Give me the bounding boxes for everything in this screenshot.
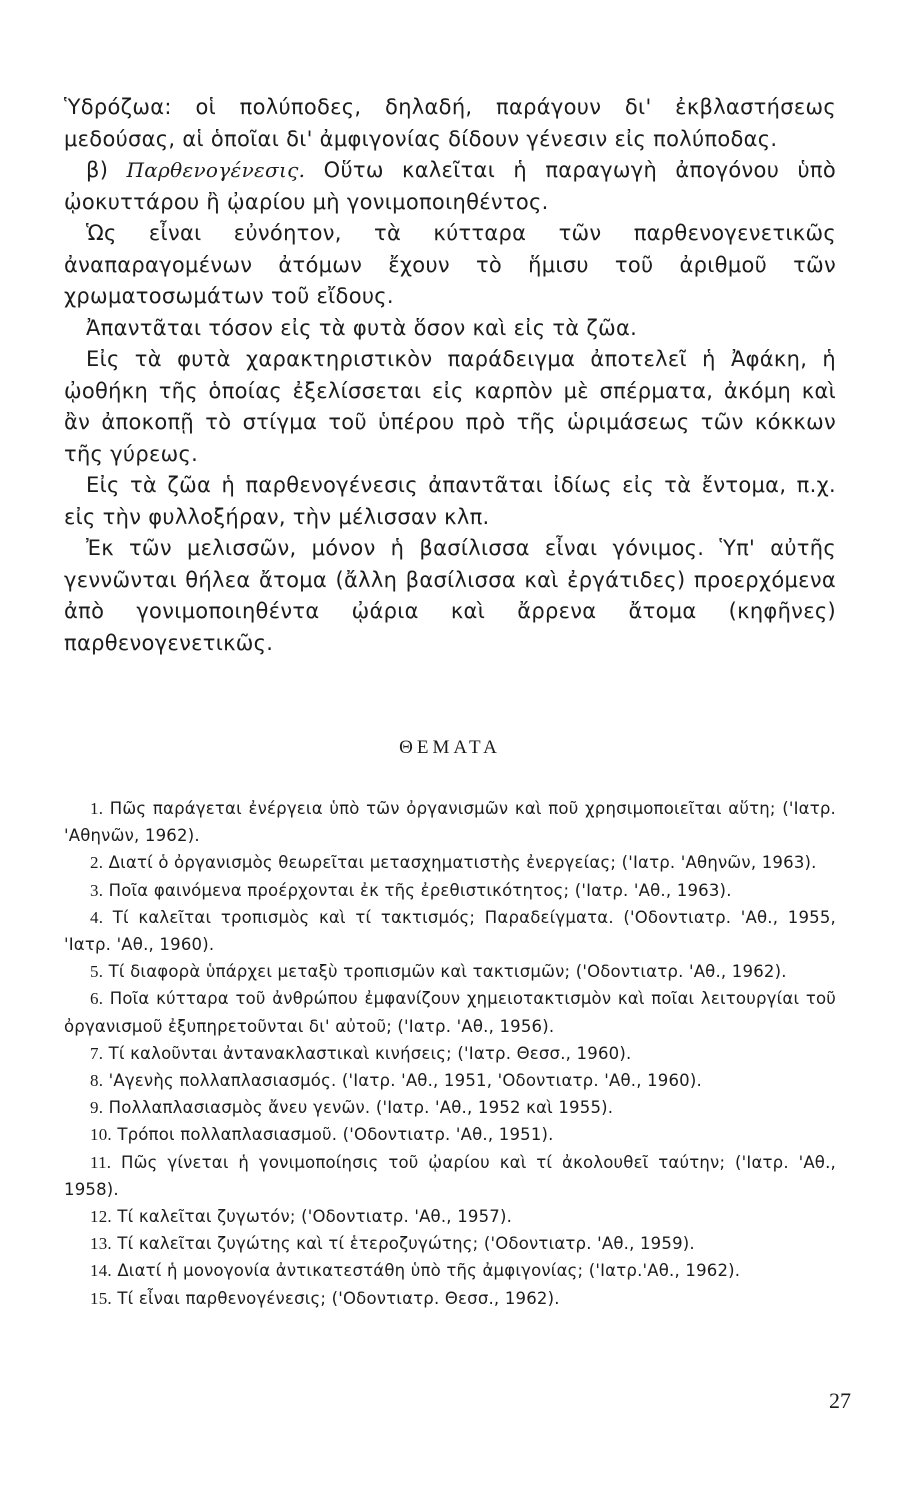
question-number: 4. — [90, 907, 104, 927]
question-number: 13. — [90, 1234, 112, 1254]
question-number: 2. — [90, 853, 104, 873]
page-number: 27 — [829, 1388, 851, 1413]
question-number: 1. — [90, 799, 104, 818]
body-text — [64, 92, 836, 659]
question-number: 10. — [90, 1125, 112, 1145]
paragraph-plants: Εἰς τὰ φυτὰ χαρακτηριστικὸν παράδειγμα ἀποτελεῖ ἡ Ἀφάκη, ἡ ᾠοθήκη τῆς ὁποίας ἐξελίσσεται εἰς καρπὸν μὲ σπέρματα, ἀκόμη καὶ ἂν ἀποκοπῇ τὸ στίγμα τοῦ ὑπέρου πρὸ τῆς ὡριμάσεως τῶν κόκκων τῆς γύρεως. — [64, 347, 836, 466]
section-heading: ΘΕΜΑΤΑ — [399, 737, 501, 758]
question-item — [64, 985, 836, 1039]
question-text: Πῶς παράγεται ἐνέργεια ὑπὸ τῶν ὀργανισμῶν καὶ ποῦ χρησιμοποιεῖται αὕτη; ('Ιατρ. 'Αθηνῶν, 1962). — [64, 799, 836, 846]
term-parthenogenesis: Παρθενογένεσις. — [126, 158, 306, 182]
question-text: Ποῖα φαινόμενα προέρχονται ἐκ τῆς ἐρεθιστικότητος; ('Ιατρ. 'Αθ., 1963). — [108, 880, 732, 900]
question-item — [64, 795, 836, 849]
question-text: Τί διαφορὰ ὑπάρχει μεταξὺ τροπισμῶν καὶ τακτισμῶν; ('Οδοντιατρ. 'Αθ., 1962). — [108, 962, 787, 982]
definition-text: Οὕτω καλεῖται ἡ παραγωγὴ ἀπογόνου ὑπὸ ᾠοκυττάρου ἢ ᾠαρίου μὴ γονιμοποιηθέντος. — [64, 158, 836, 214]
paragraph-hydrozoa: Ὑδρόζωα: οἱ πολύποδες, δηλαδή, παράγουν δι' ἐκβλαστήσεως μεδούσας, αἱ ὁποῖαι δι' ἀμφιγονίας δίδουν γένεσιν εἰς πολύποδας. — [64, 95, 836, 151]
paragraph-bees: Ἐκ τῶν μελισσῶν, μόνον ἡ βασίλισσα εἶναι γόνιμος. Ὑπ' αὐτῆς γεννῶνται θήλεα ἄτομα (ἄλλη βασίλισσα καὶ ἐργάτιδες) προερχόμενα ἀπὸ γονιμοποιηθέντα ᾠάρια καὶ ἄρρενα ἄτομα (κηφῆνες) παρθενογενετικῶς. — [64, 536, 836, 655]
question-number: 7. — [90, 1043, 104, 1063]
question-item — [64, 1067, 836, 1094]
question-item — [64, 1121, 836, 1148]
question-number: 15. — [90, 1288, 112, 1308]
question-number: 9. — [90, 1098, 104, 1118]
question-number: 3. — [90, 880, 104, 900]
question-number: 6. — [90, 989, 104, 1009]
question-number: 14. — [90, 1261, 112, 1281]
question-number: 11. — [90, 1152, 112, 1172]
question-item — [64, 904, 836, 958]
question-number: 12. — [90, 1207, 112, 1227]
question-text: Τί καλεῖται τροπισμὸς καὶ τί τακτισμός; Παραδείγματα. ('Οδοντιατρ. 'Αθ., 1955, 'Ιατρ. 'Αθ., 1960). — [64, 907, 836, 955]
question-item — [64, 1149, 836, 1203]
question-item — [64, 1203, 836, 1230]
question-text: Πῶς γίνεται ἡ γονιμοποίησις τοῦ ᾠαρίου καὶ τί ἀκολουθεῖ ταύτην; ('Ιατρ. 'Αθ., 1958). — [64, 1152, 836, 1199]
question-item — [64, 1230, 836, 1257]
question-item — [64, 849, 836, 876]
questions-list — [64, 795, 836, 1312]
question-item — [64, 958, 836, 985]
paragraph-animals: Εἰς τὰ ζῶα ἡ παρθενογένεσις ἀπαντᾶται ἰδίως εἰς τὰ ἔντομα, π.χ. εἰς τὴν φυλλοξήραν, τὴν μέλισσαν κλπ. — [64, 473, 836, 529]
paragraph-parthenogenesis-definition — [64, 155, 836, 218]
question-item — [64, 1285, 836, 1312]
paragraph-occurrence: Ἀπαντᾶται τόσον εἰς τὰ φυτὰ ὅσον καὶ εἰς τὰ ζῶα. — [86, 315, 638, 340]
question-text: Διατί ὁ ὀργανισμὸς θεωρεῖται μετασχηματιστὴς ἐνεργείας; ('Ιατρ. 'Αθηνῶν, 1963). — [108, 853, 817, 873]
list-marker-beta: β) — [86, 158, 127, 182]
question-item — [64, 877, 836, 904]
question-text: 'Αγενὴς πολλαπλασιασμός. ('Ιατρ. 'Αθ., 1951, 'Οδοντιατρ. 'Αθ., 1960). — [108, 1071, 702, 1091]
question-number: 5. — [90, 962, 104, 982]
question-text: Τί καλεῖται ζυγωτόν; ('Οδοντιατρ. 'Αθ., 1957). — [117, 1207, 513, 1227]
question-number: 8. — [90, 1071, 104, 1091]
question-text: Τί καλεῖται ζυγώτης καὶ τί ἑτεροζυγώτης; ('Οδοντιατρ. 'Αθ., 1959). — [117, 1234, 695, 1254]
question-text: Τί καλοῦνται ἀντανακλαστικαὶ κινήσεις; ('Ιατρ. Θεσσ., 1960). — [108, 1043, 632, 1063]
page-content — [64, 92, 836, 1312]
question-text: Τρόποι πολλαπλασιασμοῦ. ('Οδοντιατρ. 'Αθ., 1951). — [117, 1125, 554, 1145]
question-text: Πολλαπλασιασμὸς ἄνευ γενῶν. ('Ιατρ. 'Αθ., 1952 καὶ 1955). — [108, 1098, 614, 1118]
question-item — [64, 1040, 836, 1067]
question-text: Τί εἶναι παρθενογένεσις; ('Οδοντιατρ. Θεσσ., 1962). — [117, 1288, 560, 1308]
question-item — [64, 1094, 836, 1121]
question-text: Διατί ἡ μονογονία ἀντικατεστάθη ὑπὸ τῆς ἀμφιγονίας; ('Ιατρ.'Αθ., 1962). — [117, 1261, 741, 1281]
question-text: Ποῖα κύτταρα τοῦ ἀνθρώπου ἐμφανίζουν χημειοτακτισμὸν καὶ ποῖαι λειτουργίαι τοῦ ὀργανισμοῦ ἐξυπηρετοῦνται δι' αὐτοῦ; ('Ιατρ. 'Αθ., 1956). — [64, 989, 836, 1036]
question-item — [64, 1257, 836, 1284]
paragraph-chromosomes: Ὡς εἶναι εὐνόητον, τὰ κύτταρα τῶν παρθενογενετικῶς ἀναπαραγομένων ἀτόμων ἔχουν τὸ ἥμισυ τοῦ ἀριθμοῦ τῶν χρωματοσωμάτων τοῦ εἴδους. — [64, 221, 836, 308]
